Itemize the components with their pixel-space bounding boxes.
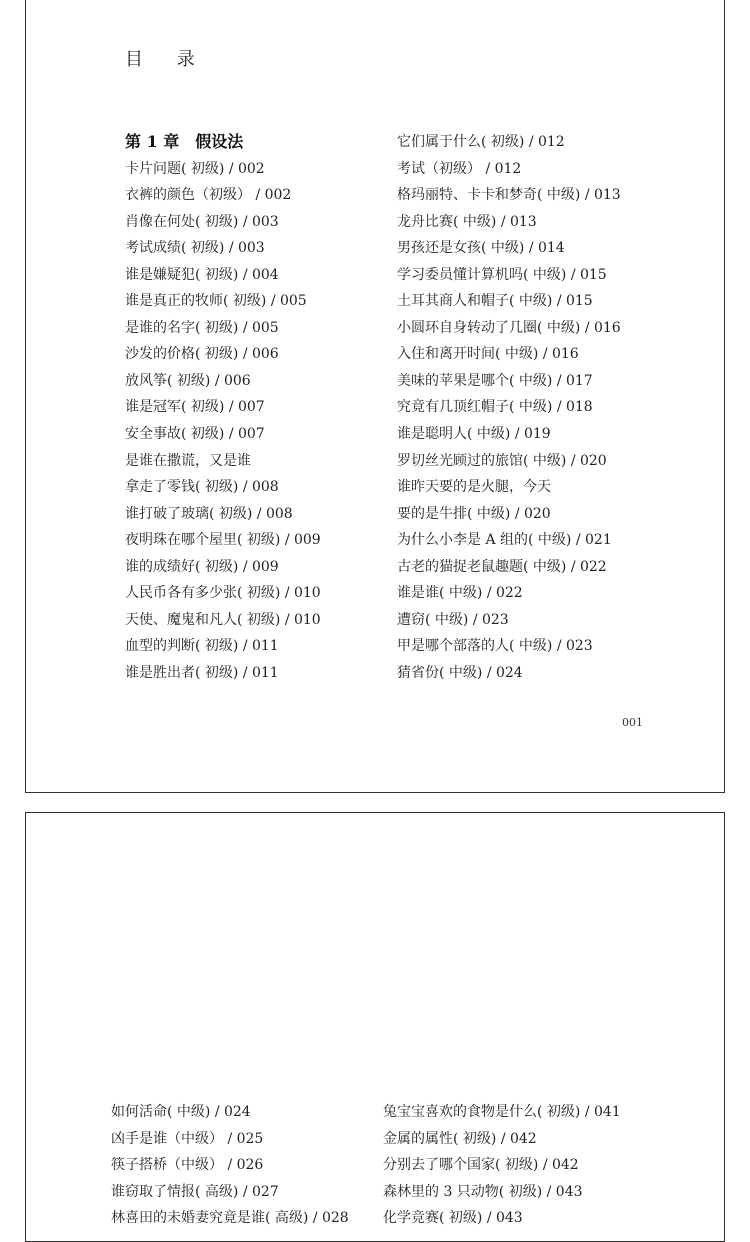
toc-entry: 小圆环自身转动了几圈( 中级) / 016	[397, 319, 621, 336]
toc-entry: 为什么小李是 A 组的( 中级) / 021	[397, 532, 612, 549]
toc-entry: 如何活命( 中级) / 024	[111, 1104, 251, 1120]
toc-entry: 考试成绩( 初级) / 003	[125, 240, 265, 257]
toc-entry: 化学竞赛( 初级) / 043	[383, 1210, 523, 1227]
toc-entry: 谁是谁( 中级) / 022	[397, 585, 523, 602]
toc-entry: 究竟有几顶红帽子( 中级) / 018	[397, 399, 593, 416]
toc-entry: 卡片问题( 初级) / 002	[125, 160, 265, 177]
toc-entry: 土耳其商人和帽子( 中级) / 015	[397, 293, 593, 310]
toc-entry: 学习委员懂计算机吗( 中级) / 015	[397, 266, 607, 283]
book-page-1	[25, 0, 725, 793]
toc-entry: 森林里的 3 只动物( 初级) / 043	[383, 1183, 583, 1200]
toc-entry: 凶手是谁（中级） / 025	[111, 1130, 264, 1147]
toc-entry: 谁打破了玻璃( 初级) / 008	[125, 505, 293, 522]
toc-entry: 安全事故( 初级) / 007	[125, 426, 265, 443]
toc-entry: 入住和离开时间( 中级) / 016	[397, 346, 579, 363]
toc-entry: 林喜田的未婚妻究竟是谁( 高级) / 028	[111, 1210, 349, 1227]
toc-entry: 男孩还是女孩( 中级) / 014	[397, 240, 565, 257]
toc-entry: 美味的苹果是哪个( 中级) / 017	[397, 372, 593, 389]
book-page-2	[25, 812, 725, 1242]
toc-entry: 金属的属性( 初级) / 042	[383, 1130, 537, 1147]
toc-entry: 拿走了零钱( 初级) / 008	[125, 479, 279, 496]
toc-left-column	[125, 129, 321, 686]
toc-entry: 血型的判断( 初级) / 011	[125, 638, 279, 655]
toc-entry: 它们属于什么( 初级) / 012	[397, 134, 565, 150]
toc-entry: 要的是牛排( 中级) / 020	[397, 505, 551, 522]
toc-entry: 谁是胜出者( 初级) / 011	[125, 664, 279, 681]
toc-entry: 谁昨天要的是火腿，今天	[397, 479, 551, 496]
toc-entry: 古老的猫捉老鼠趣题( 中级) / 022	[397, 558, 607, 575]
toc-entry: 分别去了哪个国家( 初级) / 042	[383, 1157, 579, 1174]
toc-entry: 肖像在何处( 初级) / 003	[125, 213, 279, 230]
toc-entry: 谁窃取了情报( 高级) / 027	[111, 1183, 279, 1200]
toc-entry: 谁的成绩好( 初级) / 009	[125, 558, 279, 575]
toc-entry: 夜明珠在哪个屋里( 初级) / 009	[125, 532, 321, 549]
toc-entry: 龙舟比赛( 中级) / 013	[397, 213, 537, 230]
toc-entry: 是谁的名字( 初级) / 005	[125, 319, 279, 336]
toc-entry: 甲是哪个部落的人( 中级) / 023	[397, 638, 593, 655]
page-number: 001	[622, 716, 643, 729]
toc-entry: 兔宝宝喜欢的食物是什么( 初级) / 041	[383, 1104, 621, 1120]
toc-left-column	[111, 1099, 349, 1232]
toc-entry: 是谁在撒谎，又是谁	[125, 452, 251, 469]
chapter-heading: 第 1 章 假设法	[125, 132, 244, 151]
toc-entry: 天使、魔鬼和凡人( 初级) / 010	[125, 611, 321, 628]
page-title: 目 录	[125, 49, 209, 70]
toc-entry: 考试（初级） / 012	[397, 160, 522, 177]
toc-entry: 遭窃( 中级) / 023	[397, 611, 509, 628]
toc-entry: 衣裤的颜色（初级） / 002	[125, 187, 292, 204]
toc-right-column	[397, 129, 621, 686]
toc-entry: 格玛丽特、卡卡和梦奇( 中级) / 013	[397, 187, 621, 204]
toc-entry: 人民币各有多少张( 初级) / 010	[125, 585, 321, 602]
toc-entry: 放风筝( 初级) / 006	[125, 372, 251, 389]
toc-entry: 谁是冠军( 初级) / 007	[125, 399, 265, 416]
toc-entry: 猜省份( 中级) / 024	[397, 664, 523, 681]
toc-right-column	[383, 1099, 621, 1232]
toc-entry: 谁是真正的牧师( 初级) / 005	[125, 293, 307, 310]
toc-entry: 罗切丝光顾过的旅馆( 中级) / 020	[397, 452, 607, 469]
toc-entry: 筷子搭桥（中级） / 026	[111, 1157, 264, 1174]
toc-entry: 谁是嫌疑犯( 初级) / 004	[125, 266, 279, 283]
toc-entry: 谁是聪明人( 中级) / 019	[397, 426, 551, 443]
toc-entry: 沙发的价格( 初级) / 006	[125, 346, 279, 363]
